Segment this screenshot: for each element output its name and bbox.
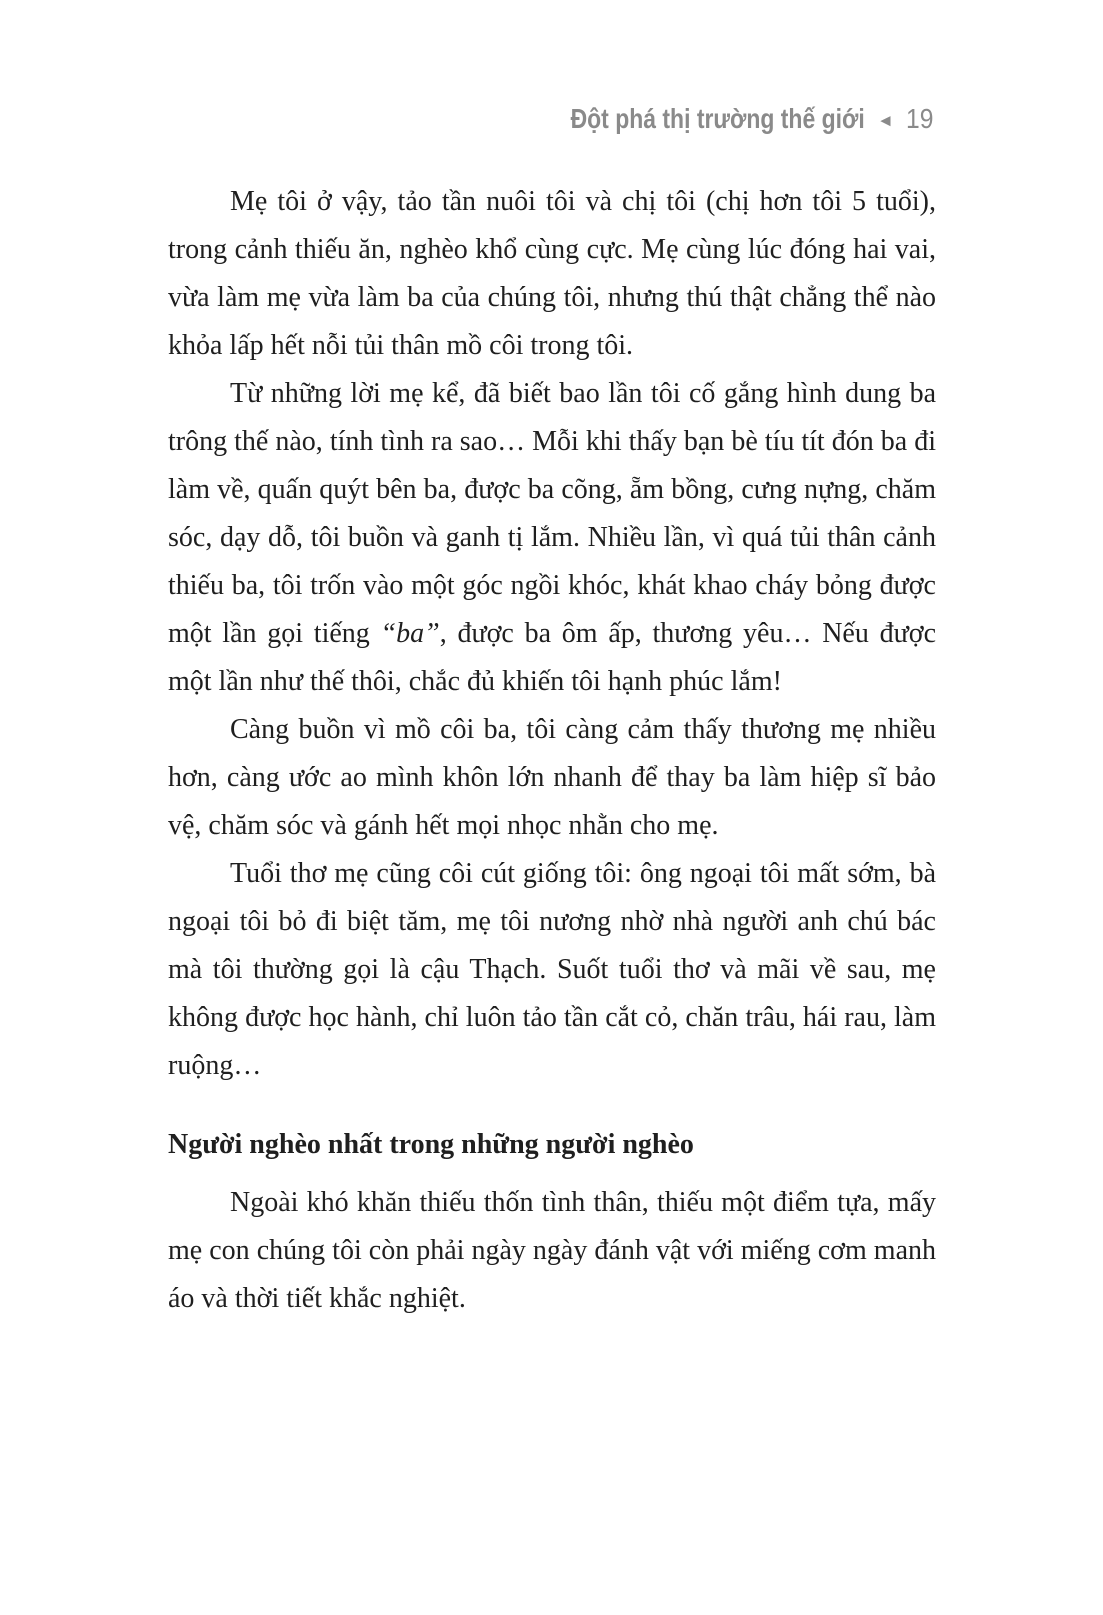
paragraph: Mẹ tôi ở vậy, tảo tần nuôi tôi và chị tôi (chị hơn tôi 5 tuổi), trong cảnh thiếu ăn, nghèo khổ cùng cực. Mẹ cùng lúc đóng hai vai, vừa làm mẹ vừa làm ba của chúng tôi, nhưng thú thật chẳng thể nào khỏa lấp hết nỗi tủi thân mồ côi trong tôi. (168, 186, 936, 361)
paragraph: Tuổi thơ mẹ cũng côi cút giống tôi: ông ngoại tôi mất sớm, bà ngoại tôi bỏ đi biệt tăm, mẹ tôi nương nhờ nhà người anh chú bác mà tôi thường gọi là cậu Thạch. Suốt tuổi thơ và mãi về sau, mẹ không được học hành, chỉ luôn tảo tần cắt cỏ, chăn trâu, hái rau, làm ruộng… (168, 858, 936, 1081)
italic-word: “ba” (380, 618, 440, 649)
paragraph-text: Từ những lời mẹ kể, đã biết bao lần tôi cố gắng hình dung ba trông thế nào, tính tình ra sao… Mỗi khi thấy bạn bè tíu tít đón ba đi làm về, quấn quýt bên ba, được ba cõng, ẵm bồng, cưng nựng, chăm sóc, dạy dỗ, tôi buồn và ganh tị lắm. Nhiều lần, vì quá tủi thân cảnh thiếu ba, tôi trốn vào một góc ngồi khóc, khát khao cháy bỏng được một lần gọi tiếng (168, 378, 936, 649)
page-header (506, 103, 937, 135)
left-arrow-icon: ◄ (877, 110, 894, 130)
paragraph (168, 370, 936, 706)
section-heading: Người nghèo nhất trong những người nghèo (168, 1129, 694, 1160)
paragraph: Ngoài khó khăn thiếu thốn tình thân, thiếu một điểm tựa, mấy mẹ con chúng tôi còn phải ngày ngày đánh vật với miếng cơm manh áo và thời tiết khắc nghiệt. (168, 1187, 936, 1314)
page-number: 19 (905, 103, 934, 134)
body-text-block (168, 178, 936, 1323)
paragraph: Càng buồn vì mồ côi ba, tôi càng cảm thấy thương mẹ nhiều hơn, càng ước ao mình khôn lớn nhanh để thay ba làm hiệp sĩ bảo vệ, chăm sóc và gánh hết mọi nhọc nhằn cho mẹ. (168, 714, 936, 841)
running-head-title: Đột phá thị trường thế giới (570, 103, 866, 134)
paragraph-text: , được ba ôm ấp, thương yêu… Nếu được một lần như thế thôi, chắc đủ khiến tôi hạnh phúc lắm! (168, 618, 937, 697)
